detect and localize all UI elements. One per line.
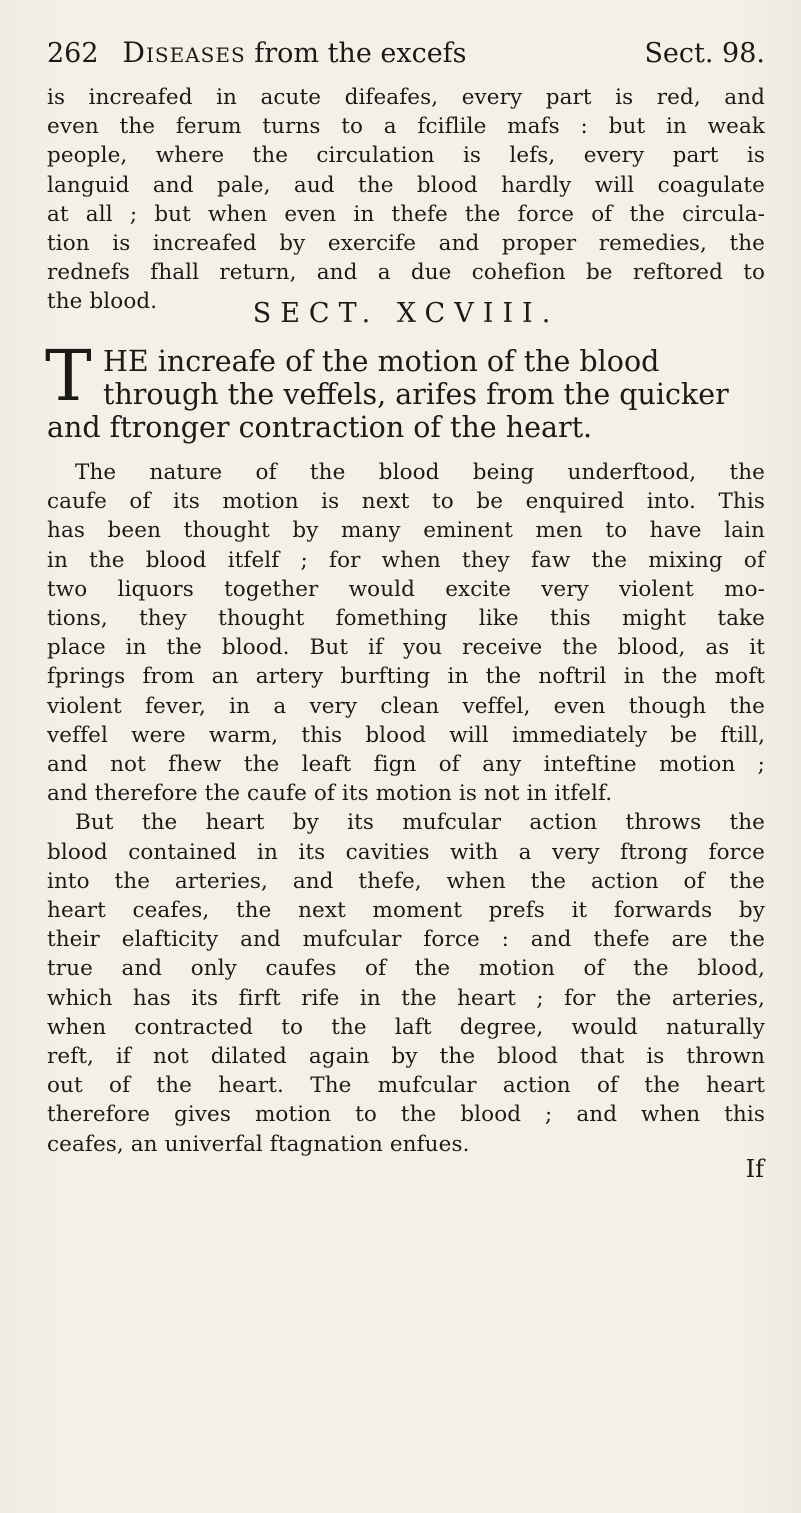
text-line: true and only caufes of the motion of the blood, xyxy=(47,956,765,982)
text-line: out of the heart. The mufcular action of the heart xyxy=(47,1073,765,1099)
text-line: languid and pale, aud the blood hardly will coagulate xyxy=(47,172,765,198)
text-line: has been thought by many eminent men to have lain xyxy=(47,518,765,544)
text-line: two liquors together would excite very violent mo- xyxy=(47,576,765,602)
text-line: their elafticity and mufcular force : and thefe are the xyxy=(47,927,765,953)
text-line: therefore gives motion to the blood ; and when this xyxy=(47,1102,765,1128)
page-number: 262 xyxy=(47,38,99,69)
text-line: into the arteries, and thefe, when the action of the xyxy=(47,868,765,894)
text-line: caufe of its motion is next to be enquired into. This xyxy=(47,489,765,515)
commentary-paragraph xyxy=(47,458,765,1159)
text-line: when contracted to the laft degree, would naturally xyxy=(47,1014,765,1040)
drop-cap: T xyxy=(45,335,92,417)
text-line: and therefore the caufe of its motion is not in itfelf. xyxy=(47,781,613,807)
text-line: rednefs fhall return, and a due cohefion be reftored to xyxy=(47,260,765,286)
summary-line: HE increafe of the motion of the blood xyxy=(103,345,660,378)
running-title-caps: Diseases xyxy=(122,36,246,69)
text-line: is increafed in acute difeafes, every part is red, and xyxy=(47,85,765,110)
text-line: But the heart by its mufcular action throws the xyxy=(75,810,765,836)
text-line: violent fever, in a very clean veffel, even though the xyxy=(47,693,765,719)
text-line: veffel were warm, this blood will immediately be ftill, xyxy=(47,722,765,748)
text-line: ceafes, an univerfal ftagnation enfues. xyxy=(47,1131,470,1157)
running-head xyxy=(47,36,765,76)
text-line: The nature of the blood being underftood, the xyxy=(75,460,765,485)
catchword: If xyxy=(745,1155,764,1183)
text-line: heart ceafes, the next moment prefs it forwards by xyxy=(47,898,765,924)
summary-line: and ftronger contraction of the heart. xyxy=(47,411,593,444)
text-line: tions, they thought fomething like this might take xyxy=(47,606,765,632)
text-line: place in the blood. But if you receive the blood, as it xyxy=(47,635,765,661)
text-line: reft, if not dilated again by the blood that is thrown xyxy=(47,1044,765,1070)
running-title-rest: from the excefs xyxy=(245,38,467,69)
text-line: and not fhew the leaft fign of any inteftine motion ; xyxy=(47,752,765,778)
text-line: blood contained in its cavities with a very ftrong force xyxy=(47,839,765,865)
text-line: which has its firft rife in the heart ; for the arteries, xyxy=(47,985,765,1011)
text-line: in the blood itfelf ; for when they faw the mixing of xyxy=(47,547,765,573)
text-line: tion is increafed by exercife and proper remedies, the xyxy=(47,231,765,257)
section-heading: SECT. XCVIII. xyxy=(252,298,560,329)
text-line: the blood. xyxy=(47,289,158,315)
text-line: even the ferum turns to a fciflile mafs : but in weak xyxy=(47,114,765,140)
section-summary xyxy=(45,335,765,444)
summary-line: through the veffels, arifes from the quicker xyxy=(103,378,729,411)
text-line: people, where the circulation is lefs, every part is xyxy=(47,143,765,169)
running-title xyxy=(123,36,645,69)
section-reference: Sect. 98. xyxy=(644,38,765,69)
text-line: at all ; but when even in thefe the force of the circula- xyxy=(47,201,765,227)
text-line: fprings from an artery burfting in the noftril in the moft xyxy=(47,664,765,690)
continuation-paragraph xyxy=(47,83,765,317)
